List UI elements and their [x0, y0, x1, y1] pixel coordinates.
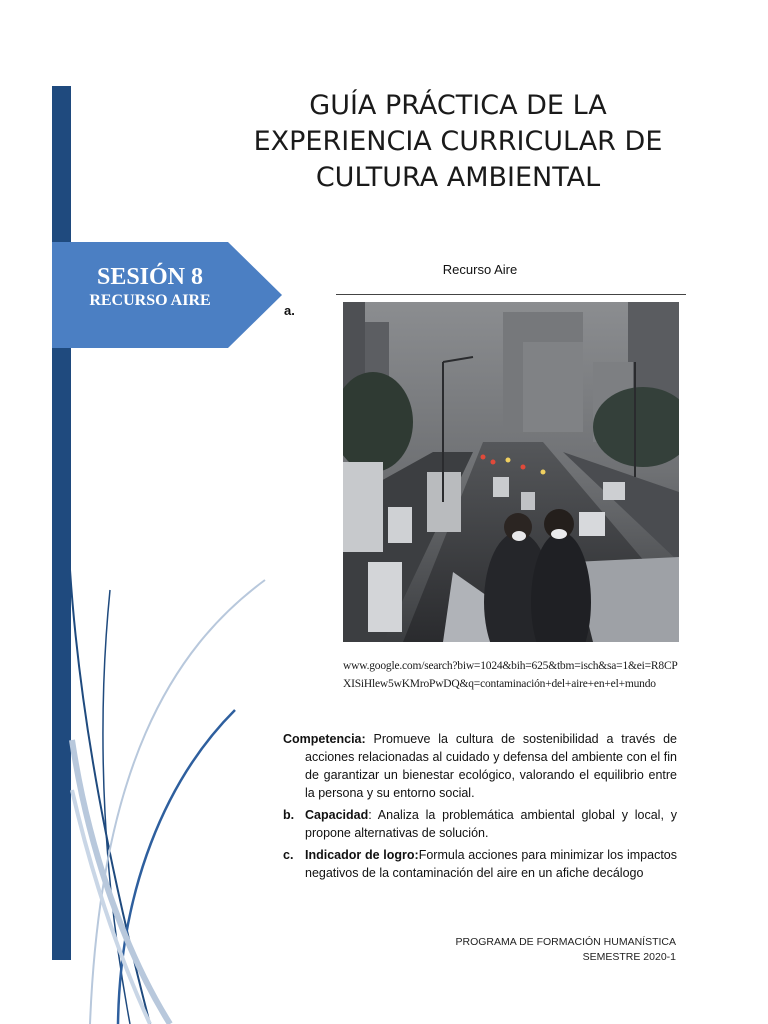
image-source-url[interactable]: www.google.com/search?biw=1024&bih=625&tbm=isch&sa=1&ei=R8CPXISiHlew5wKMroPwDQ&q=contaminación+del+aire+en+el+mundo — [343, 660, 678, 690]
session-banner — [52, 242, 284, 348]
footer-semester: SEMESTRE 2020-1 — [582, 951, 676, 963]
photo-frame — [336, 294, 686, 719]
session-subtitle: RECURSO AIRE — [89, 292, 211, 309]
capacidad-text: : Analiza la problemática ambiental global y local, y propone alternativas de solución. — [305, 808, 677, 840]
learning-outcomes — [283, 730, 677, 886]
capacidad-marker: b. — [283, 808, 295, 822]
capacidad-label: Capacidad — [305, 808, 369, 822]
title-line-3: CULTURA AMBIENTAL — [315, 162, 601, 193]
footer-program: PROGRAMA DE FORMACIÓN HUMANÍSTICA — [455, 936, 676, 948]
indicador-paragraph — [283, 846, 677, 882]
resource-caption: Recurso Aire — [442, 262, 518, 277]
page-footer — [455, 935, 676, 965]
decorative-curves — [0, 540, 280, 1024]
title-line-2: EXPERIENCIA CURRICULAR DE — [253, 126, 663, 157]
capacidad-paragraph — [283, 806, 677, 842]
indicador-text: Formula acciones para minimizar los impactos negativos de la contaminación del aire en un afiche decálogo — [305, 848, 677, 880]
indicador-marker: c. — [283, 848, 294, 862]
competencia-text: Promueve la cultura de sostenibilidad a través de acciones relacionadas al cuidado y defensa del ambiente con el fin de garantizar un bienestar ecológico, valorando el equilibrio entre la persona y su entorno social. — [305, 732, 677, 800]
competencia-label: Competencia: — [283, 732, 366, 746]
item-a-marker: a. — [284, 303, 295, 318]
document-title — [220, 88, 696, 196]
air-pollution-photo — [343, 302, 679, 642]
competencia-paragraph — [283, 730, 677, 802]
title-line-1: GUÍA PRÁCTICA DE LA — [309, 90, 607, 121]
indicador-label: Indicador de logro: — [305, 848, 419, 862]
session-title: SESIÓN 8 — [96, 264, 204, 290]
